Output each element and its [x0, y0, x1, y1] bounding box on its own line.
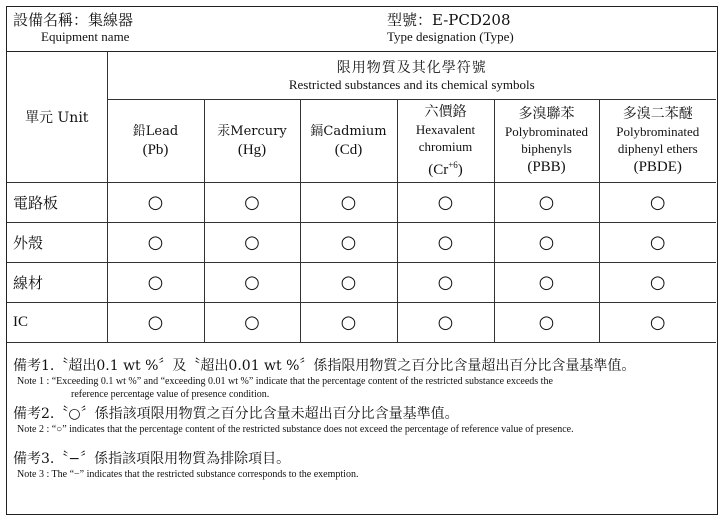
- note-3-en: Note 3 : The “−” indicates that the restricted substance corresponds to the exemption.: [17, 469, 359, 480]
- compliance-mark: ○: [300, 303, 397, 343]
- type-designation-en: Type designation (Type): [387, 29, 514, 44]
- compliance-mark: ○: [204, 263, 300, 303]
- compliance-mark: ○: [107, 303, 204, 343]
- note-1-en: Note 1 : “Exceeding 0.1 wt %” and “exceeding 0.01 wt %” indicate that the percentage content of the restricted substance exceeds the: [17, 376, 553, 387]
- substance-pbde-header: [599, 100, 716, 183]
- substance-name-en: diphenyl ethers: [617, 141, 698, 156]
- substance-name: 鎘Cadmium: [310, 123, 387, 139]
- compliance-mark: ○: [204, 223, 300, 263]
- symbol-close: ): [457, 161, 463, 178]
- compliance-mark: ○: [204, 303, 300, 343]
- compliance-mark: ○: [397, 263, 494, 303]
- substance-mercury-header: [204, 100, 300, 183]
- symbol-base: (Cr: [428, 161, 449, 178]
- compliance-mark: ○: [599, 223, 716, 263]
- substance-name: 鉛Lead: [132, 123, 179, 139]
- group-title-cn: 限用物質及其化學符號: [336, 59, 487, 76]
- compliance-mark: ○: [599, 303, 716, 343]
- substance-name-en: Polybrominated: [616, 124, 700, 139]
- substance-name-en: chromium: [418, 138, 473, 154]
- substance-symbol: (Hg): [237, 141, 267, 158]
- compliance-mark: ○: [107, 183, 204, 223]
- substance-symbol: [398, 155, 494, 180]
- substance-symbol: (PBDE): [633, 159, 682, 175]
- substance-name-en: Polybrominated: [504, 124, 589, 139]
- compliance-mark: ○: [599, 263, 716, 303]
- substance-symbol: (Pb): [142, 141, 169, 158]
- compliance-mark: ○: [300, 263, 397, 303]
- substances-group-header: [107, 52, 716, 100]
- note-2-cn: 備考2.〝○〞係指該項限用物質之百分比含量未超出百分比含量基準值。: [13, 406, 459, 422]
- table-row: [7, 223, 716, 263]
- substance-name-en: Hexavalent: [415, 121, 476, 137]
- unit-header: 單元 Unit: [7, 52, 107, 183]
- substance-chromium-header: [397, 100, 494, 183]
- type-designation-block: [387, 11, 514, 45]
- substance-name-cn: 多溴聯苯: [518, 106, 575, 122]
- note-1-cn: 備考1.〝超出0.1 wt %〞及〝超出0.01 wt %〞係指限用物質之百分比含量超出百分比含量基準值。: [13, 358, 636, 374]
- part-name: 電路板: [7, 183, 107, 223]
- compliance-mark: ○: [107, 223, 204, 263]
- substance-name-en: biphenyls: [521, 141, 572, 156]
- substance-name-cn: 六價鉻: [424, 103, 467, 120]
- substance-symbol: (PBB): [527, 159, 566, 175]
- note-3-cn: 備考3.〝−〞係指該項限用物質為排除項目。: [13, 451, 291, 467]
- compliance-mark: ○: [300, 183, 397, 223]
- part-name: 外殼: [7, 223, 107, 263]
- compliance-mark: ○: [494, 183, 599, 223]
- note-2-en: Note 2 : “○” indicates that the percentage content of the restricted substance does not exceed the percentage of reference value of presence.: [17, 424, 574, 435]
- substance-name-cn: 多溴二苯醚: [622, 106, 693, 122]
- substance-name: 汞Mercury: [217, 123, 287, 139]
- compliance-mark: ○: [204, 183, 300, 223]
- restricted-substances-table: [7, 51, 716, 343]
- compliance-mark: ○: [599, 183, 716, 223]
- type-designation-cn: 型號：E-PCD208: [387, 11, 511, 29]
- symbol-superscript: +6: [448, 159, 458, 170]
- compliance-mark: ○: [397, 223, 494, 263]
- substance-pbb-header: [494, 100, 599, 183]
- note-1-en-continued: reference percentage value of presence condition.: [71, 389, 270, 400]
- equipment-name-cn: 設備名稱：集線器: [13, 11, 134, 29]
- rohs-declaration-sheet: [6, 6, 718, 515]
- table-row: [7, 183, 716, 223]
- notes-section: [13, 351, 713, 481]
- equipment-name-en: Equipment name: [41, 29, 130, 44]
- compliance-mark: ○: [397, 183, 494, 223]
- substance-cadmium-header: [300, 100, 397, 183]
- compliance-mark: ○: [494, 303, 599, 343]
- part-name: 線材: [7, 263, 107, 303]
- compliance-mark: ○: [494, 263, 599, 303]
- table-row: [7, 263, 716, 303]
- substance-symbol: (Cd): [334, 141, 363, 158]
- table-row: [7, 303, 716, 343]
- group-title-en: Restricted substances and its chemical symbols: [288, 76, 535, 92]
- compliance-mark: ○: [107, 263, 204, 303]
- compliance-mark: ○: [300, 223, 397, 263]
- substance-lead-header: [107, 100, 204, 183]
- compliance-mark: ○: [494, 223, 599, 263]
- part-name: IC: [7, 303, 107, 343]
- compliance-mark: ○: [397, 303, 494, 343]
- equipment-name-block: [13, 11, 133, 45]
